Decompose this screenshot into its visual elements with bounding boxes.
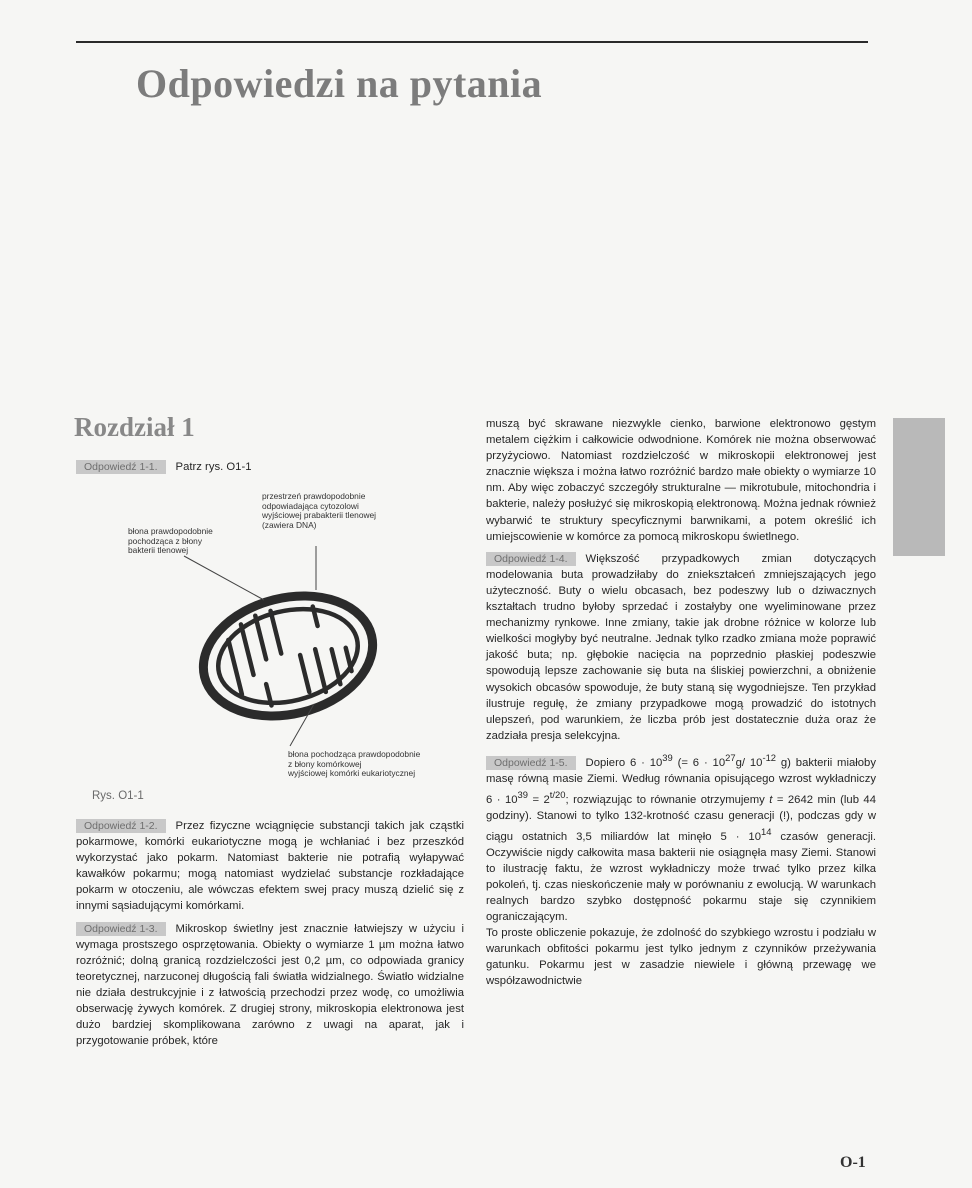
- callout-matrix-line: przestrzeń prawdopodobnie: [262, 491, 366, 501]
- answer-label-1-2: Odpowiedź 1-2.: [76, 819, 166, 833]
- answer-1-3: [76, 921, 464, 1050]
- answer-label-1-1: Odpowiedź 1-1.: [76, 460, 166, 474]
- figure-caption: Rys. O1-1: [92, 790, 144, 802]
- figure-reference: [76, 459, 252, 475]
- exponent: 39: [517, 788, 528, 800]
- answer-1-3-continuation: muszą być skrawane niezwykle cienko, barwione elektronowo gęstym metalem ciężkim i całkowicie odwodnione. Komórek nie można obserwować przyżyciowo. Natomiast rozdzielczość w mikroskopii elektronowej jest znacznie większa i można łatwo rozróżnić bardzo małe obiekty o wymiarze 10 nm. Aby więc zobaczyć szczegóły strukturalne — mikrotubule, mitochondria i bakterie, należy posłużyć się mikroskopią elektronową. Można jednak również wybarwić te struktury specyficznymi barwnikami, a potem określić ich umiejscowienie w komórce za pomocą mikroskopu świetlnego.: [486, 418, 876, 543]
- answer-text-1-4: Większość przypadkowych zmian dotyczących modelowania buta prowadziłaby do zniekształceń zmniejszających jego użyteczność. Buty o wielu obcasach, bez podeszwy lub o dziwacznych kształtach trudno byłoby sprzedać i zostałyby one wyeliminowane przez mechanizmy rynkowe. Inne zmiany, takie jak drobne różnice w kolorze lub wielkości mogłyby być neutralne. Jednak tylko rzadko zmiana może poprawić jakość buta; np. głębokie nacięcia na poprzednio płaskiej podeszwie spowodują lepsze zachowanie się buta na śliskiej powierzchni, a obniżenie wysokich obcasów spowoduje, że buty staną się wygodniejsze. Ten przykład ilustruje regułę, że zmiany przypadkowe mogą prowadzić do istotnych ulepszeń, pod warunkiem, że liczba prób jest dostatecznie duża oraz że zadziała presja selekcyjna.: [486, 552, 876, 742]
- exponent: t/20: [549, 788, 566, 800]
- mitochondrion-drawing: [191, 579, 386, 733]
- figure-reference-text: Patrz rys. O1-1: [175, 461, 252, 473]
- exponent: 39: [662, 751, 673, 763]
- answer-text-fragment: = 2: [528, 793, 550, 806]
- exponent: 27: [725, 751, 736, 763]
- page-number: O-1: [840, 1154, 866, 1171]
- answer-1-2: [76, 818, 464, 915]
- callout-inner-membrane-line: pochodząca z błony: [128, 535, 203, 546]
- callout-inner-membrane: [128, 527, 213, 556]
- exponent: 14: [760, 825, 772, 837]
- callout-matrix-line: wyjściowej prabakterii tlenowej: [262, 510, 377, 521]
- left-column: [76, 818, 464, 1049]
- leader-left: [184, 556, 264, 600]
- answer-text-fragment: = 2642 min (lub 44 godziny). Stanowi to tylko 132-krotność czasu generacji (!), podczas gdy w ciągu ostatnich 3,5 miliardów lat minęło 5 · 10: [486, 793, 876, 843]
- closing-paragraph: To proste obliczenie pokazuje, że zdolność do szybkiego wzrostu i podziału w warunkach obfitości pokarmu jest tylko jednym z czynników przeżywania gatunku. Pokarmu jest w zasadzie niewiele i główną przewagę we współzawodnictwie: [486, 927, 876, 988]
- answer-text-fragment: g/ 10: [735, 756, 763, 769]
- callout-outer-membrane-line: z błony komórkowej: [288, 758, 362, 769]
- answer-text-fragment: Dopiero 6 · 10: [585, 756, 663, 769]
- callout-inner-membrane-line: bakterii tlenowej: [128, 545, 189, 556]
- answer-text-fragment: (= 6 · 10: [672, 756, 726, 769]
- mitochondrion-figure: [76, 478, 476, 798]
- page-title: Odpowiedzi na pytania: [136, 61, 543, 106]
- callout-outer-membrane-line: wyjściowej komórki eukariotycznej: [288, 768, 416, 779]
- answer-label-1-5: Odpowiedź 1-5.: [486, 756, 576, 770]
- exponent: -12: [762, 751, 777, 763]
- callout-matrix: [262, 492, 376, 530]
- answer-1-5: [486, 750, 876, 925]
- callout-outer-membrane-line: błona pochodząca prawdopodobnie: [288, 749, 421, 759]
- answer-text-fragment: ; rozwiązując to równanie otrzymujemy: [565, 793, 770, 806]
- chapter-side-tab: [893, 418, 945, 556]
- answer-text-1-5: [486, 751, 876, 924]
- answer-text-fragment: czasów generacji. Oczywiście nigdy całkowita masa bakterii nie osiągnęła masy Ziemi. Stanowi to ilustrację faktu, że wzrost wykładniczy może trwać tylko przez kilka pokoleń, tj. czas nieskończenie mały w porównaniu z ewolucją. W warunkach realnych bardzo szybko dostępność pokarmu staje się czynnikiem ograniczającym.: [486, 830, 876, 924]
- answer-1-4: [486, 551, 876, 744]
- answer-text-1-3: Mikroskop świetlny jest znacznie łatwiejszy w użyciu i wymaga prostszego osprzętowania. Obiekty o wymiarze 1 µm można łatwo rozróżnić; dolną granicą rozdzielczości jest 0,2 µm, co odpowiada granicy teoretycznej, narzuconej długością fali światła widzialnego. Światło widzialne nie działa destrukcyjnie i z łatwością przechodzi przez wodę, co umożliwia obserwację żywych komórek. Z drugiej strony, mikroskopia elektronowa jest dużo bardziej skomplikowana zarówno z uwagi na aparat, jak i przygotowanie próbek, które: [76, 922, 464, 1048]
- answer-text-fragment: g) bakterii miałoby masę równą masie Ziemi. Według równania opisującego wzrost wykładniczy 6 · 10: [486, 756, 876, 806]
- top-rule: [76, 41, 868, 43]
- answer-text-1-2: Przez fizyczne wciągnięcie substancji takich jak cząstki pokarmowe, komórki eukariotyczne mogą je wchłaniać i bez przeszkód wykorzystać jako pokarm. Natomiast bakterie nie potrafią wyłapywać kawałków pokarmu; mogą natomiast wydzielać substancje rozkładające pokarm w otoczeniu, ale wówczas efektem swej pracy muszą dzielić się z innymi sąsiadującymi komórkami.: [76, 820, 464, 913]
- answer-label-1-3: Odpowiedź 1-3.: [76, 922, 166, 936]
- callout-outer-membrane: [288, 750, 420, 779]
- callout-inner-membrane-line: błona prawdopodobnie: [128, 526, 213, 536]
- variable-t: t: [769, 793, 773, 806]
- callout-matrix-line: odpowiadająca cytozolowi: [262, 500, 359, 511]
- chapter-title: Rozdział 1: [74, 412, 195, 442]
- answer-label-1-4: Odpowiedź 1-4.: [486, 552, 576, 566]
- right-column: [486, 416, 876, 989]
- callout-matrix-line: (zawiera DNA): [262, 519, 317, 530]
